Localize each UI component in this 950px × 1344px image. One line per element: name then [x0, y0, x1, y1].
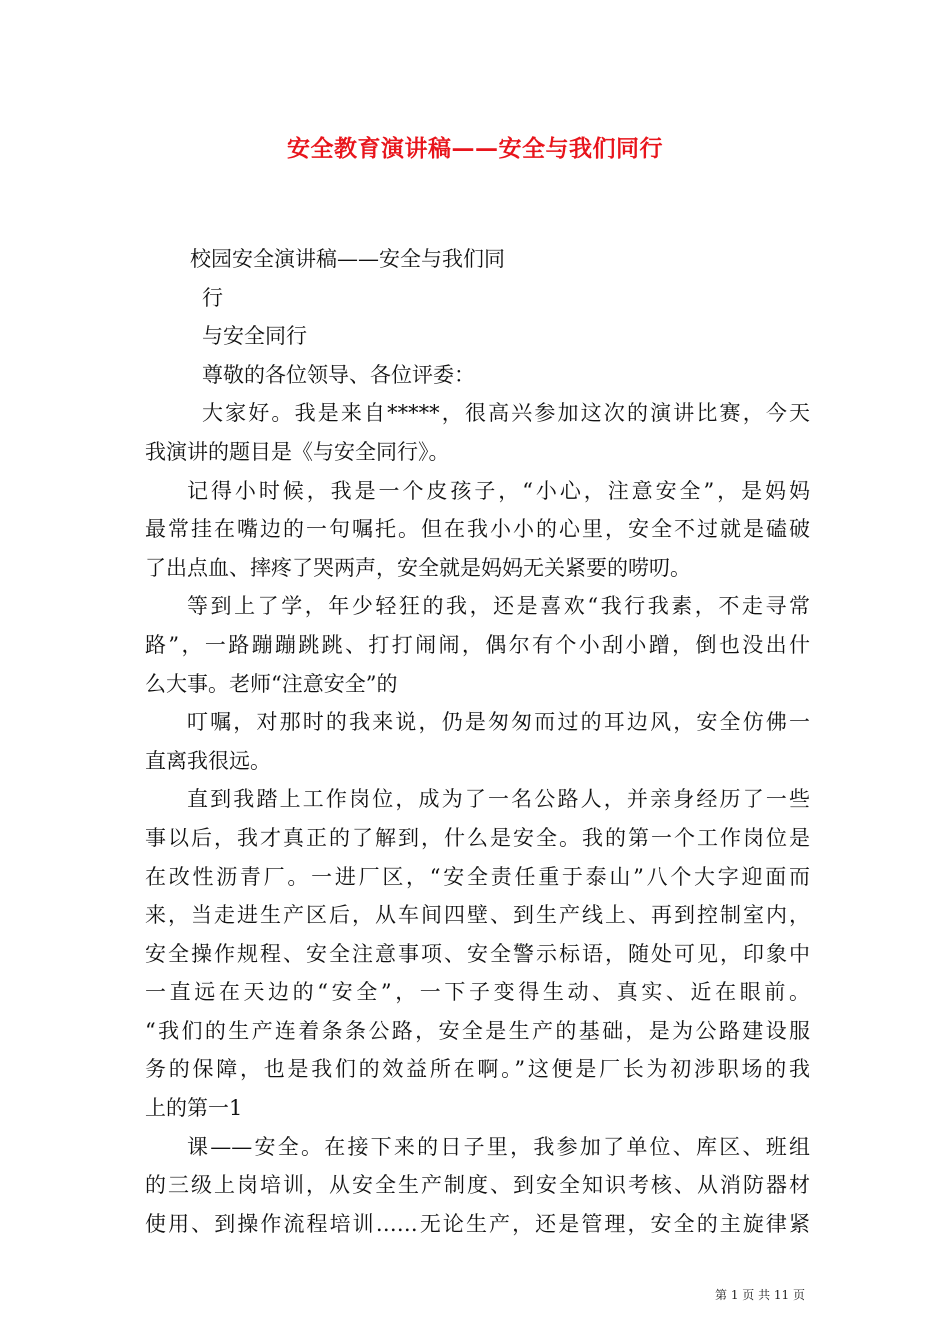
text-line: 记得小时候，我是一个皮孩子，“小心，注意安全”，是妈妈: [187, 478, 810, 503]
text-line: 路”，一路蹦蹦跳跳、打打闹闹，偶尔有个小刮小蹭，倒也没出什: [145, 632, 810, 657]
text-line: 大家好。我是来自*****，很高兴参加这次的演讲比赛，今天: [202, 401, 810, 426]
text-line: 的三级上岗培训，从安全生产制度、到安全知识考核、从消防器材: [145, 1173, 810, 1198]
text-line: 叮嘱，对那时的我来说，仍是匆匆而过的耳边风，安全仿佛一: [187, 710, 810, 735]
document-body: [145, 240, 810, 1243]
text-line: “我们的生产连着条条公路，安全是生产的基础，是为公路建设服: [145, 1018, 810, 1043]
text-line: 来，当走进生产区后，从车间四壁、到生产线上、再到控制室内，: [145, 903, 810, 928]
page-number: 第 1 页 共 11 页: [715, 1288, 805, 1302]
text-line: 在改性沥青厂。一进厂区，“安全责任重于泰山”八个大字迎面而: [145, 864, 810, 889]
text-line: 一直远在天边的“安全”，一下子变得生动、真实、近在眼前。: [145, 980, 810, 1005]
document-title: 安全教育演讲稿——安全与我们同行: [287, 135, 663, 162]
text-line: 上的第一1: [145, 1096, 243, 1121]
text-line: 安全操作规程、安全注意事项、安全警示标语，随处可见，印象中: [145, 941, 810, 966]
text-line: 直离我很远。: [145, 748, 271, 773]
text-line: 我演讲的题目是《与安全同行》。: [145, 439, 450, 464]
text-line: 直到我踏上工作岗位，成为了一名公路人，并亲身经历了一些: [187, 787, 810, 812]
text-line: 等到上了学，年少轻狂的我，还是喜欢“我行我素，不走寻常: [187, 594, 810, 619]
text-line: 务的保障，也是我们的效益所在啊。”这便是厂长为初涉职场的我: [145, 1057, 810, 1082]
text-line: 最常挂在嘴边的一句嘱托。但在我小小的心里，安全不过就是磕破: [145, 517, 810, 542]
text-line: 尊敬的各位领导、各位评委：: [202, 362, 475, 387]
text-line: 课——安全。在接下来的日子里，我参加了单位、库区、班组: [187, 1134, 810, 1159]
text-line: 么大事。老师“注意安全”的: [145, 671, 398, 696]
text-line: 了出点血、摔疼了哭两声，安全就是妈妈无关紧要的唠叨。: [145, 555, 691, 580]
text-line: 行: [202, 285, 223, 310]
text-line: 与安全同行: [202, 324, 307, 349]
text-line: 校园安全演讲稿——安全与我们同: [190, 247, 505, 271]
text-line: 使用、到操作流程培训……无论生产，还是管理，安全的主旋律紧: [145, 1211, 810, 1236]
text-line: 事以后，我才真正的了解到，什么是安全。我的第一个工作岗位是: [145, 825, 810, 850]
